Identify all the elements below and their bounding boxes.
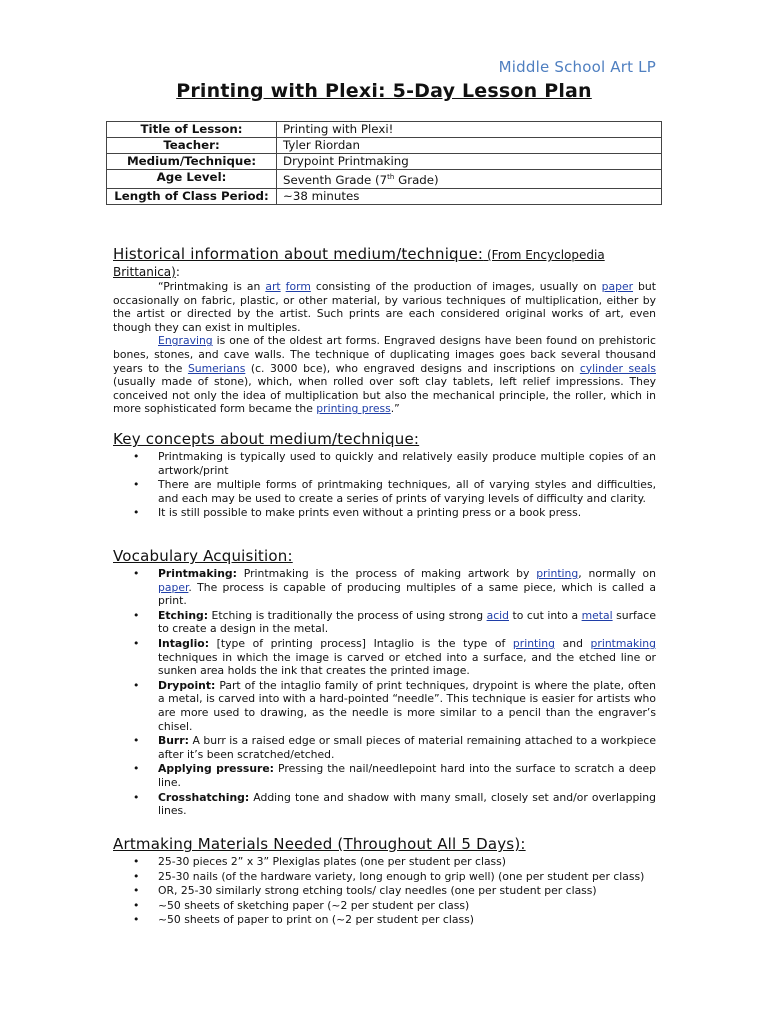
- list-item: • 25-30 pieces 2” x 3” Plexiglas plates (one per student per class): [133, 855, 507, 868]
- concepts-list: [113, 450, 656, 520]
- table-row: [107, 122, 662, 138]
- materials-section: [113, 835, 656, 928]
- materials-heading: Artmaking Materials Needed (Throughout All 5 Days):: [113, 835, 526, 853]
- bullet-icon: •: [133, 506, 140, 520]
- list-item: • Etching: Etching is traditionally the process of using strong acid to cut into a metal surface to create a design in the metal.: [133, 608, 657, 636]
- table-value: ~38 minutes: [277, 188, 662, 204]
- list-item: • Intaglio: [type of printing process] Intaglio is the type of printing and printmaking techniques in which the image is carved or etched into a surface, and the etched line or sunken area holds the ink that creates the printed image.: [133, 636, 656, 678]
- list-item: • Applying pressure: Pressing the nail/needlepoint hard into the surface to scratch a deep line.: [133, 762, 656, 789]
- link-printing[interactable]: printing: [536, 567, 579, 580]
- link-art[interactable]: art: [265, 280, 281, 293]
- link-paper-2[interactable]: paper: [158, 580, 189, 594]
- list-item: • ~50 sheets of paper to print on (~2 per student per class): [133, 913, 474, 927]
- course-label: Middle School Art LP: [498, 58, 656, 76]
- list-item: • Crosshatching: Adding tone and shadow with many small, closely set and/or overlapping lines.: [133, 790, 656, 818]
- list-item: • OR, 25-30 similarly strong etching tools/ clay needles (one per student per class): [133, 884, 597, 898]
- bullet-icon: •: [133, 762, 140, 776]
- materials-list: [113, 855, 656, 927]
- link-printing-press[interactable]: printing press: [316, 402, 391, 416]
- bullet-icon: •: [133, 678, 140, 692]
- link-sumerians[interactable]: Sumerians: [187, 361, 246, 375]
- table-label: Teacher:: [107, 138, 277, 154]
- link-metal[interactable]: metal: [581, 608, 613, 622]
- table-value: Tyler Riordan: [277, 138, 662, 154]
- link-engraving[interactable]: Engraving: [158, 334, 213, 348]
- concepts-section: [113, 430, 656, 521]
- history-section: Historical information about medium/technique: (From Encyclopedia Brittanica): “Printmaking is an art form consisting of the production of images, usually on paper but occasionally on fabric, plastic, or other material, by various techniques of multiplication, either by the artist or directed by the artist. Such prints are each considered original works of art, even though they can exist in multiples. Engraving is one of the oldest art forms. Engraved designs have been found on prehistoric bones, stones, and cave walls. The technique of duplicating images goes back several thousand years to the Sumerians (c. 3000 bce), who engraved designs and inscriptions on cylinder seals (usually made of stone), which, when rolled over soft clay tablets, left relief impressions. They conceived not only the idea of multiplication but also the mechanical principle, the roller, which in more sophisticated form became the printing press.”: [113, 245, 656, 416]
- table-label: Length of Class Period:: [107, 188, 277, 204]
- page-title: Printing with Plexi: 5-Day Lesson Plan: [176, 80, 592, 102]
- list-item: • 25-30 nails (of the hardware variety, long enough to grip well) (one per student per class): [133, 869, 645, 883]
- bullet-icon: •: [133, 636, 140, 650]
- list-item: • Drypoint: Part of the intaglio family of print techniques, drypoint is where the plate, often a metal, is carved into with a hard-pointed “needle”. This technique is easier for artists who are more used to drawing, as the needle is more similar to a pencil than the engraver’s chisel.: [133, 678, 656, 733]
- list-item: • ~50 sheets of sketching paper (~2 per student per class): [133, 898, 470, 912]
- table-row: [107, 170, 662, 189]
- table-label: Medium/Technique:: [107, 154, 277, 170]
- bullet-icon: •: [133, 608, 140, 622]
- history-paragraph-2: Engraving is one of the oldest art forms. Engraved designs have been found on prehistoric bones, stones, and cave walls. The technique of duplicating images goes back several thousand years to the Sumerians (c. 3000 bce), who engraved designs and inscriptions on cylinder seals (usually made of stone), which, when rolled over soft clay tablets, left relief impressions. They conceived not only the idea of multiplication but also the mechanical principle, the roller, which in more sophisticated form became the printing press.”: [113, 334, 656, 416]
- bullet-icon: •: [133, 734, 140, 748]
- list-item: • It is still possible to make prints even without a printing press or a book press.: [133, 506, 582, 520]
- link-form[interactable]: form: [285, 280, 311, 293]
- table-label: Age Level:: [107, 170, 277, 189]
- bullet-icon: •: [133, 869, 140, 883]
- table-value: Printing with Plexi!: [277, 122, 662, 138]
- concepts-heading: Key concepts about medium/technique:: [113, 430, 420, 448]
- vocab-section: [113, 547, 656, 819]
- link-printing-2[interactable]: printing: [512, 636, 555, 650]
- list-item: • Printmaking: Printmaking is the process of making artwork by printing, normally on paper. The process is capable of producing multiples of a same piece, which is called a print.: [133, 567, 656, 608]
- bullet-icon: •: [133, 898, 140, 912]
- bullet-icon: •: [133, 913, 140, 927]
- table-label: Title of Lesson:: [107, 122, 277, 138]
- table-value: Seventh Grade (7th Grade): [277, 170, 662, 189]
- link-printmaking[interactable]: printmaking: [590, 636, 656, 650]
- table-row: [107, 154, 662, 170]
- bullet-icon: •: [133, 567, 140, 580]
- table-value: Drypoint Printmaking: [277, 154, 662, 170]
- history-paragraph-1: “Printmaking is an art form consisting of the production of images, usually on paper but occasionally on fabric, plastic, or other material, by various techniques of multiplication, either by the artist or directed by the artist. Such prints are each considered original works of art, even though they can exist in multiples.: [113, 280, 656, 334]
- list-item: • There are multiple forms of printmaking techniques, all of varying styles and difficulties, and each may be used to create a series of prints of varying levels of difficulty and clarity.: [133, 478, 656, 505]
- bullet-icon: •: [133, 855, 140, 868]
- bullet-icon: •: [133, 450, 140, 463]
- link-acid[interactable]: acid: [486, 608, 509, 622]
- vocab-heading: Vocabulary Acquisition:: [113, 547, 293, 565]
- link-cylinder-seals[interactable]: cylinder seals: [579, 361, 656, 375]
- history-source: (From Encyclopedia Brittanica): [113, 248, 605, 279]
- bullet-icon: •: [133, 884, 140, 898]
- lesson-info-table: [106, 121, 662, 205]
- table-row: [107, 138, 662, 154]
- history-heading: Historical information about medium/technique:: [113, 245, 484, 263]
- list-item: • Burr: A burr is a raised edge or small pieces of material remaining attached to a workpiece after it’s been scratched/etched.: [133, 734, 656, 761]
- link-paper[interactable]: paper: [601, 280, 634, 293]
- vocab-list: [113, 567, 656, 818]
- list-item: • Printmaking is typically used to quickly and relatively easily produce multiple copies of an artwork/print: [133, 450, 656, 477]
- bullet-icon: •: [133, 790, 140, 804]
- bullet-icon: •: [133, 478, 140, 492]
- table-row: [107, 188, 662, 204]
